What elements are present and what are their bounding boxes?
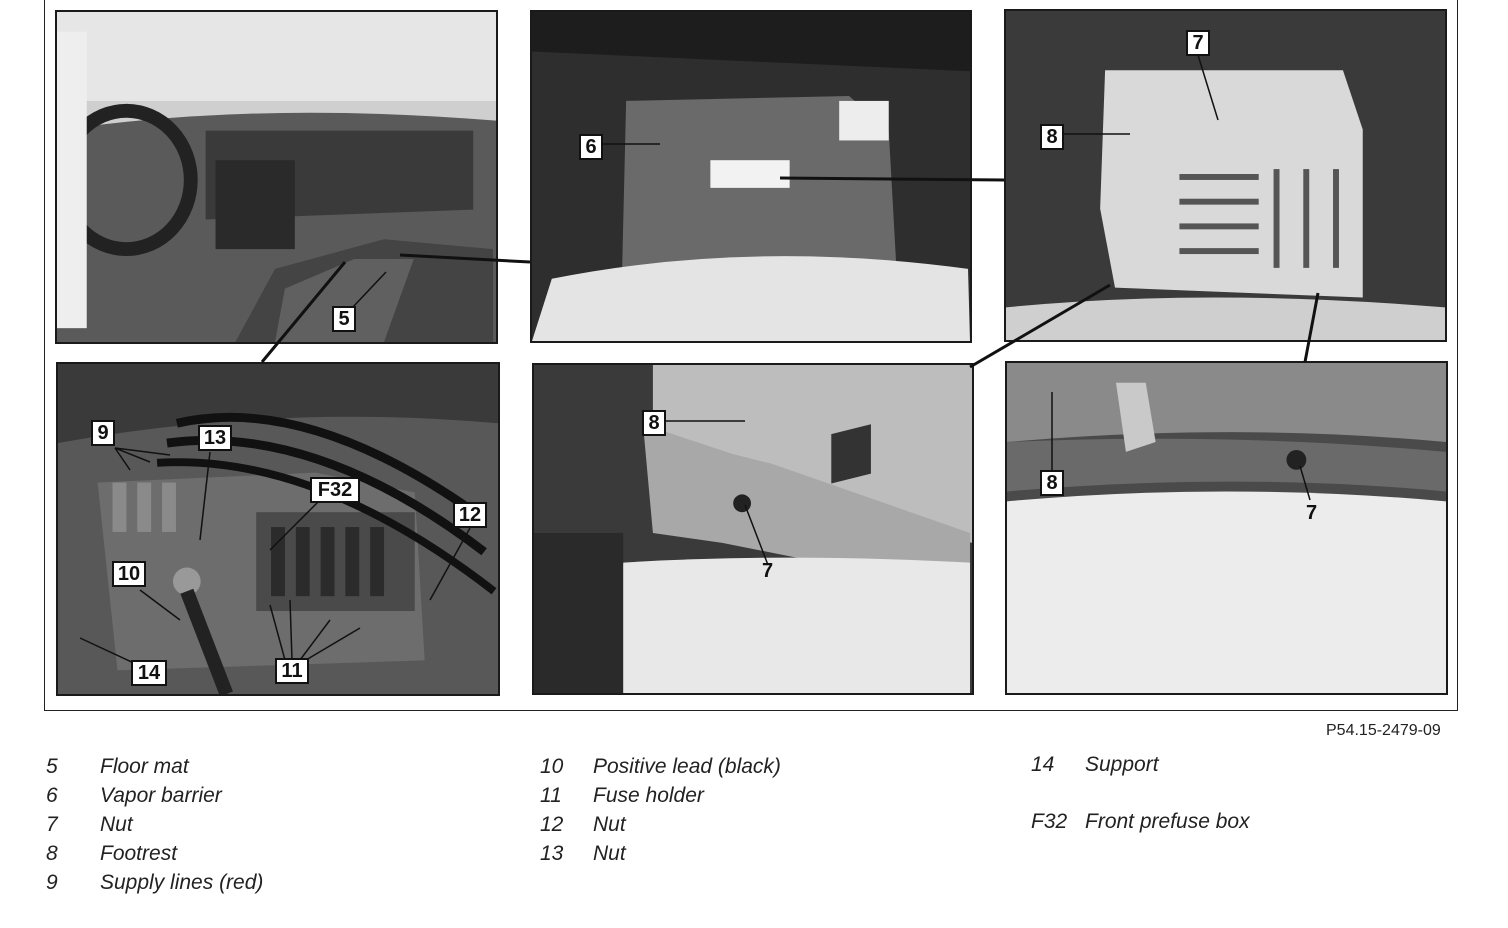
callout-7-middle: 7 xyxy=(762,560,774,582)
legend-num: 7 xyxy=(46,813,58,836)
photo-footrest-nut xyxy=(532,363,974,695)
photo-prefuse-box xyxy=(56,362,500,696)
legend-num: F32 xyxy=(1031,810,1068,833)
legend-num: 8 xyxy=(46,842,58,865)
legend-label: Positive lead (black) xyxy=(593,755,781,778)
callout-7-right: 7 xyxy=(1306,502,1318,524)
callout-5: 5 xyxy=(332,306,356,332)
legend-label: Front prefuse box xyxy=(1085,810,1250,833)
callout-11: 11 xyxy=(275,658,309,684)
callout-9: 9 xyxy=(91,420,115,446)
legend-label: Footrest xyxy=(100,842,178,865)
legend-num: 9 xyxy=(46,871,58,894)
photo-interior-overview xyxy=(55,10,498,344)
callout-14: 14 xyxy=(131,660,167,686)
legend-label: Nut xyxy=(593,813,626,836)
legend-label: Vapor barrier xyxy=(100,784,222,807)
photo-footrest-underside xyxy=(1005,361,1448,695)
legend-label: Supply lines (red) xyxy=(100,871,264,894)
callout-8-middle: 8 xyxy=(642,410,666,436)
figure-reference: P54.15-2479-09 xyxy=(1326,722,1441,739)
callout-12: 12 xyxy=(453,502,487,528)
legend-num: 12 xyxy=(540,813,564,836)
legend-num: 14 xyxy=(1031,753,1055,776)
callout-F32: F32 xyxy=(310,477,360,503)
photo-vapor-barrier xyxy=(530,10,972,343)
legend-label: Nut xyxy=(593,842,626,865)
legend-label: Nut xyxy=(100,813,133,836)
legend-label: Support xyxy=(1085,753,1159,776)
legend-label: Floor mat xyxy=(100,755,189,778)
callout-7-top: 7 xyxy=(1186,30,1210,56)
legend-num: 13 xyxy=(540,842,564,865)
callout-10: 10 xyxy=(112,561,146,587)
callout-8-right: 8 xyxy=(1040,470,1064,496)
callout-6: 6 xyxy=(579,134,603,160)
legend-num: 11 xyxy=(540,784,562,807)
photo-footrest-plate xyxy=(1004,9,1447,342)
legend-num: 5 xyxy=(46,755,58,778)
legend-num: 6 xyxy=(46,784,58,807)
legend-label: Fuse holder xyxy=(593,784,704,807)
legend-num: 10 xyxy=(540,755,564,778)
callout-8-top: 8 xyxy=(1040,124,1064,150)
callout-13: 13 xyxy=(198,425,232,451)
